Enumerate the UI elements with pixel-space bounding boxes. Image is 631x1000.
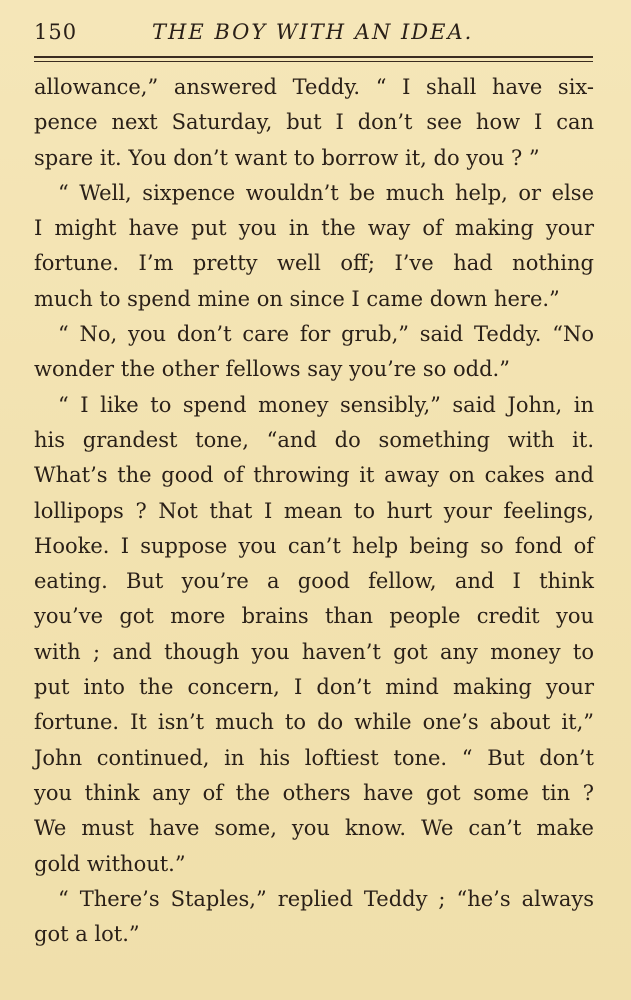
body-text xyxy=(34,70,594,952)
text-line: lollipops ? Not that I mean to hurt your feelings, xyxy=(34,498,594,523)
text-line: fortune. It isn’t much to do while one’s about it,” xyxy=(34,710,594,735)
text-line: put into the concern, I don’t mind making your xyxy=(34,675,594,700)
text-line: you’ve got more brains than people credit you xyxy=(34,604,594,629)
text-line: fortune. I’m pretty well off; I’ve had nothing xyxy=(34,251,594,276)
text-line: his grandest tone, “and do something with it. xyxy=(34,427,594,452)
text-line: eating. But you’re a good fellow, and I think xyxy=(34,569,594,594)
text-line: spare it. You don’t want to borrow it, do you ? ” xyxy=(34,145,540,170)
text-line: gold without.” xyxy=(34,851,186,876)
page-number: 150 xyxy=(34,20,78,44)
running-title: THE BOY WITH AN IDEA. xyxy=(152,20,474,44)
text-line: “ There’s Staples,” replied Teddy ; “he’s always xyxy=(58,886,594,911)
text-line: “ I like to spend money sensibly,” said John, in xyxy=(58,392,594,417)
text-line: Hooke. I suppose you can’t help being so fond of xyxy=(34,533,594,558)
text-line: John continued, in his loftiest tone. “ But don’t xyxy=(34,745,594,770)
text-line: with ; and though you haven’t got any money to xyxy=(34,639,594,664)
header-rule xyxy=(34,56,593,58)
text-line: got a lot.” xyxy=(34,922,140,947)
text-line: What’s the good of throwing it away on cakes and xyxy=(34,463,594,488)
text-line: you think any of the others have got some tin ? xyxy=(34,780,594,805)
text-line: wonder the other fellows say you’re so odd.” xyxy=(34,357,510,382)
text-line: “ No, you don’t care for grub,” said Teddy. “No xyxy=(58,322,594,347)
text-line: I might have put you in the way of making your xyxy=(34,216,594,241)
text-line: pence next Saturday, but I don’t see how I can xyxy=(34,110,594,135)
text-line: “ Well, sixpence wouldn’t be much help, or else xyxy=(58,180,594,205)
text-line: allowance,” answered Teddy. “ I shall have six- xyxy=(34,75,594,99)
header-rule-thin xyxy=(34,61,593,62)
text-line: We must have some, you know. We can’t make xyxy=(34,816,594,841)
text-line: much to spend mine on since I came down here.” xyxy=(34,286,560,311)
page-header xyxy=(34,18,591,48)
